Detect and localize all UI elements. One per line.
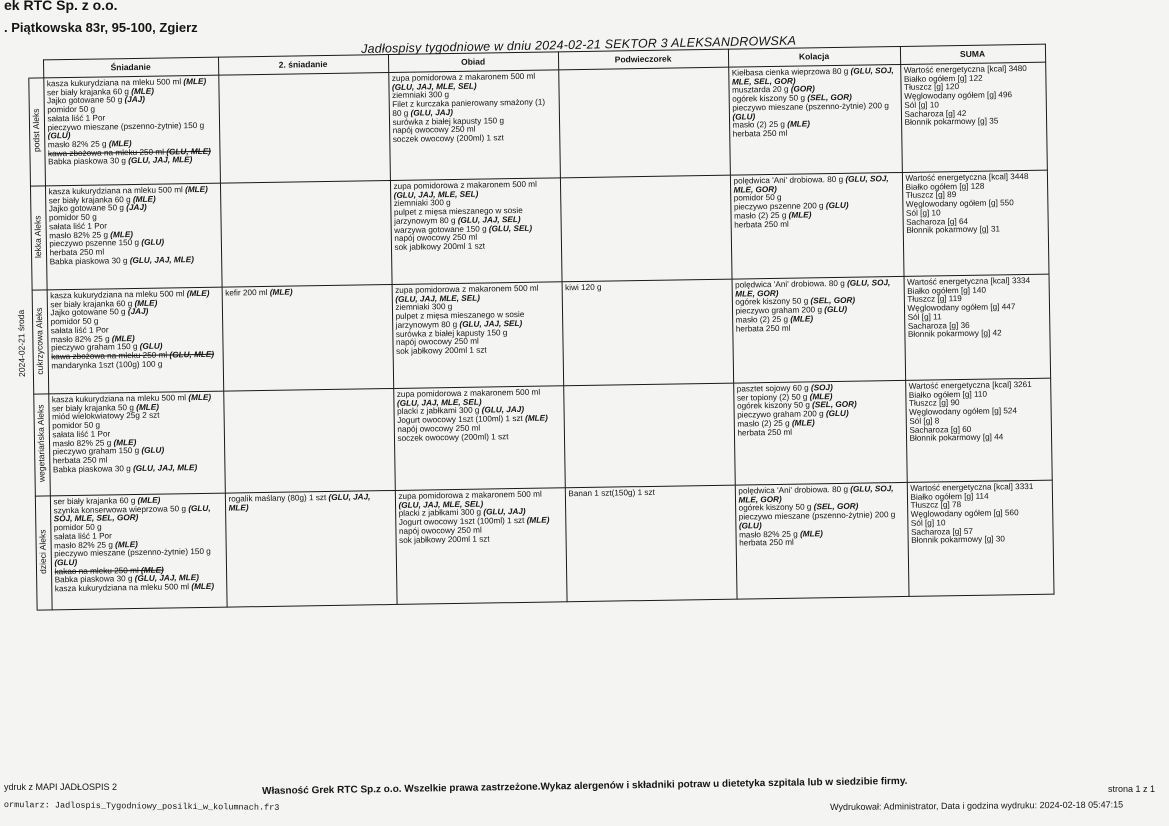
meal-item: zupa pomidorowa z makaronem 500 ml xyxy=(395,283,539,295)
meal-item: pieczywo mieszane (pszenno-żytnie) 150 g xyxy=(47,120,205,132)
meal-item: zupa pomidorowa z makaronem 500 ml xyxy=(398,489,542,501)
meal-item: ser biały krajanka 60 g (MLE) xyxy=(53,495,161,507)
nutrition-line: Tłuszcz [g] 119 xyxy=(907,294,962,305)
allergen-codes: (GLU, JAJ, MLE, SEL) xyxy=(395,293,480,304)
nutrition-line: Węglowodany ogółem [g] 560 xyxy=(910,508,1019,519)
diet-label: dzieci Aleks xyxy=(37,529,49,574)
allergen-codes: MLE, GOR) xyxy=(738,494,782,505)
allergen-codes: SOJ, MLE, SEL, GOR) xyxy=(53,513,139,524)
breakfast-cell xyxy=(50,493,227,610)
allergen-codes: (MLE) xyxy=(191,581,215,592)
meal-item: sałata liść 1 Por xyxy=(47,113,106,124)
lunch-cell xyxy=(392,282,564,389)
form-name: ormularz: Jadlospis_Tygodniowy_posilki_w_kolumnach.fr3 xyxy=(3,800,280,813)
allergen-codes: (GLU) xyxy=(141,237,165,248)
meal-item: miód wielokwiatowy 25g 2 szt xyxy=(52,411,160,422)
nutrition-line: Białko ogółem [g] 114 xyxy=(910,491,989,502)
meal-item: pomidor 50 g xyxy=(733,193,782,204)
nutrition-line: Tłuszcz [g] 89 xyxy=(905,190,957,201)
meal-item: pieczywo graham 150 g (GLU) xyxy=(52,445,165,457)
allergen-codes: (GLU, MLE) xyxy=(169,349,215,360)
meal-item: placki z jabłkami 300 g (GLU, JAJ) xyxy=(397,405,525,417)
allergen-codes: (GLU, JAJ, MLE, SEL) xyxy=(393,189,479,200)
allergen-codes: (MLE) xyxy=(799,528,823,539)
meal-item: masło 82% 25 g (MLE) xyxy=(49,229,134,240)
meal-item: kasza kukurydziana na mleku 500 ml (MLE) xyxy=(54,581,215,594)
nutrition-line: Wartość energetyczna [kcal] 3334 xyxy=(907,275,1031,287)
meal-item: polędwica 'Ani' drobiowa. 80 g (GLU, SOJ, xyxy=(738,484,894,496)
meal-item: pieczywo mieszane (pszenno-żytnie) 200 g xyxy=(738,510,896,522)
allergen-codes: MLE, GOR) xyxy=(735,288,779,299)
nutrition-line: Błonnik pokarmowy [g] 30 xyxy=(911,534,1005,546)
allergen-codes: (SEL, GOR) xyxy=(812,400,857,410)
allergen-codes: (GLU) xyxy=(738,521,762,531)
meal-item: masło (2) 25 g (MLE) xyxy=(732,119,811,130)
nutrition-line: Tłuszcz [g] 90 xyxy=(908,398,960,409)
printed-by: Wydrukował: Administrator, Data i godzina wydruku: 2024-02-18 05:47:15 xyxy=(830,799,1124,812)
allergen-codes: MLE, GOR) xyxy=(733,184,777,195)
page-number: strona 1 z 1 xyxy=(1108,784,1156,794)
meal-item: jarzynowym 80 g (GLU, JAJ, SEL) xyxy=(394,214,521,226)
allergen-codes: (MLE) xyxy=(790,314,814,324)
meal-item: masło 82% 25 g (MLE) xyxy=(47,138,132,150)
allergen-codes: (MLE) xyxy=(791,418,815,428)
allergen-codes: (GLU, JAJ, MLE) xyxy=(132,462,198,473)
diet-label: wegetariańska Aleks xyxy=(35,404,47,483)
meal-item: kawa zbożowa na mleku 250 ml (GLU, MLE) xyxy=(51,349,215,362)
meal-item: Jogurt owocowy 1szt (100ml) 1 szt (MLE) xyxy=(398,515,550,528)
meal-item: ogórek kiszony 50 g (SEL, GOR) xyxy=(736,400,857,411)
meal-item: kakao na mleku 250 ml (MLE) xyxy=(54,565,164,576)
diet-label: podst Aleks xyxy=(30,108,42,153)
document-title: Jadłospisy tygodniowe w dniu 2024-02-21 SEKTOR 3 ALEKSANDROWSKA xyxy=(361,33,797,56)
diet-cell xyxy=(33,394,50,496)
allergen-codes: (GLU, SEL) xyxy=(488,223,533,233)
meal-item: sałata liść 1 Por xyxy=(52,429,111,440)
meal-item: sok jabłkowy 200ml 1 szt xyxy=(396,345,487,356)
column-header-dinner: Kolacja xyxy=(728,46,900,67)
column-header-sum: SUMA xyxy=(900,44,1045,64)
meal-item: pieczywo graham 200 g (GLU) xyxy=(735,304,848,316)
allergen-codes: (GLU) xyxy=(824,304,848,315)
date-label: 2024-02-21 środa xyxy=(15,309,27,377)
meal-item: kawa zbożowa na mleku 250 ml (GLU, MLE) xyxy=(47,146,211,158)
nutrition-line: Wartość energetyczna [kcal] 3261 xyxy=(908,379,1032,391)
meal-item: polędwica 'Ani' drobiowa. 80 g (GLU, SOJ, xyxy=(735,278,891,290)
meal-item: herbata 250 ml xyxy=(737,427,793,438)
meal-item: Jajko gotowane 50 g (JAJ) xyxy=(47,95,146,106)
afternoon-snack-cell xyxy=(562,279,734,386)
nutrition-line: Błonnik pokarmowy [g] 42 xyxy=(907,328,1002,340)
allergen-codes: (GLU) xyxy=(47,131,71,141)
allergen-codes: MLE) xyxy=(228,502,249,513)
allergen-codes: (MLE) xyxy=(137,495,161,506)
dinner-cell xyxy=(735,482,909,599)
meal-item: sałata liść 1 Por xyxy=(53,531,112,542)
allergen-codes: (MLE) xyxy=(134,298,158,308)
allergen-codes: (MLE) xyxy=(110,229,134,239)
meal-item: pasztet sojowy 60 g (SOJ) xyxy=(736,383,833,394)
allergen-codes: MLE, SEL, GOR) xyxy=(731,76,796,87)
meal-item: polędwica 'Ani' drobiowa. 80 g (GLU, SOJ, xyxy=(733,174,889,186)
allergen-codes: (MLE) xyxy=(111,333,135,343)
ownership-note: Własność Grek RTC Sp.z o.o. Wszelkie prawa zastrzeżone.Wykaz alergenów i składniki potraw u dietetyka szpitala lub w siedzibie firmy. xyxy=(262,775,908,797)
allergen-codes: (GLU, MLE) xyxy=(166,146,211,157)
meal-item: pieczywo mieszane (pszenno-żytnie) 200 g xyxy=(732,100,889,113)
allergen-codes: (JAJ) xyxy=(124,95,146,105)
second-breakfast-cell xyxy=(220,180,392,287)
allergen-codes: (MLE) xyxy=(185,184,208,195)
allergen-codes: (MLE) xyxy=(526,515,550,526)
diet-label: cukrzycowa Aleks xyxy=(34,307,46,375)
allergen-codes: (MLE) xyxy=(131,86,155,96)
meal-item: mandarynka 1szt (100g) 100 g xyxy=(51,359,163,370)
meal-item: ziemniaki 300 g xyxy=(393,198,451,209)
breakfast-cell xyxy=(43,75,220,186)
company-name: ek RTC Sp. z o.o. xyxy=(4,0,118,13)
nutrition-line: Sacharoza [g] 64 xyxy=(906,216,969,227)
meal-item: Babka piaskowa 30 g (GLU, JAJ, MLE) xyxy=(54,573,199,585)
afternoon-snack-cell xyxy=(558,67,730,178)
allergen-codes: (GLU) xyxy=(825,408,849,419)
meal-item: Babka piaskowa 30 g (GLU, JAJ, MLE) xyxy=(52,462,198,474)
allergen-codes: (MLE) xyxy=(186,288,210,299)
meal-item: masło 82% 25 g (MLE) xyxy=(52,437,137,448)
nutrition-line: Błonnik pokarmowy [g] 35 xyxy=(904,116,999,128)
nutrition-line: Sacharoza [g] 60 xyxy=(909,424,972,435)
meal-item: ser biały krajanka 60 g (MLE) xyxy=(48,194,156,206)
allergen-codes: (MLE) xyxy=(108,138,132,149)
meal-item: ogórek kiszony 50 g (SEL, GOR) xyxy=(738,502,859,513)
meal-item: Jogurt owocowy 1szt (100ml) 1 szt (MLE) xyxy=(397,413,548,426)
meal-item: herbata 250 ml xyxy=(732,128,788,139)
meal-item: masło 82% 25 g (MLE) xyxy=(50,333,135,344)
allergen-codes: (GLU) xyxy=(732,111,756,122)
meal-item: musztarda 20 g (GOR) xyxy=(731,84,815,96)
meal-item: napój owocowy 250 ml xyxy=(398,525,482,536)
header-corner xyxy=(28,60,43,78)
allergen-codes: (GLU, xyxy=(188,503,211,513)
meal-item: 80 g (GLU, JAJ) xyxy=(392,107,453,118)
allergen-codes: (GLU, SOJ, xyxy=(845,174,889,184)
meal-item: ser biały krajanka 60 g (MLE) xyxy=(50,298,158,310)
meal-item: rogalik maślany (80g) 1 szt (GLU, JAJ, xyxy=(228,492,371,504)
meal-item: surówka z białej kapusty 150 g xyxy=(392,115,505,127)
header-corner xyxy=(7,60,28,78)
allergen-codes: (MLE) xyxy=(269,287,293,297)
meal-item: ser biały krajanka 60 g (MLE) xyxy=(46,86,155,98)
meal-item: placki z jabłkami 300 g (GLU, JAJ) xyxy=(398,507,526,519)
column-header-breakfast: Śniadanie xyxy=(43,57,218,78)
lunch-cell xyxy=(393,386,565,491)
nutrition-line: Węglowodany ogółem [g] 447 xyxy=(907,302,1016,313)
meal-item: ser biały krajanka 50 g (MLE) xyxy=(51,402,159,414)
meal-item: pomidor 50 g xyxy=(50,316,99,327)
meal-item: pomidor 50 g xyxy=(48,212,97,223)
meal-item: kasza kukurydziana na mleku 500 ml (MLE) xyxy=(51,392,212,405)
allergen-codes: (GLU, JAJ, MLE) xyxy=(129,254,194,265)
meal-item: kefir 200 ml (MLE) xyxy=(225,287,293,298)
allergen-codes: (JAJ) xyxy=(127,307,149,317)
allergen-codes: (GLU, JAJ, xyxy=(328,492,371,503)
allergen-codes: (SOJ) xyxy=(810,383,833,393)
meal-item: sok jabłkowy 200ml 1 szt xyxy=(394,241,486,252)
sum-cell xyxy=(902,170,1049,276)
sum-cell xyxy=(904,274,1051,380)
allergen-codes: (GLU, JAJ, SEL) xyxy=(457,214,521,225)
allergen-codes: (GLU) xyxy=(141,445,165,456)
meal-item: herbata 250 ml xyxy=(739,537,794,548)
allergen-codes: (MLE) xyxy=(787,119,811,129)
meal-item: jarzynowym 80 g (GLU, JAJ, SEL) xyxy=(395,318,523,330)
nutrition-line: Sól [g] 10 xyxy=(904,100,939,110)
nutrition-line: Sól [g] 11 xyxy=(907,312,942,322)
dinner-cell xyxy=(732,276,906,383)
meal-item: ogórek kiszony 50 g (SEL, GOR) xyxy=(732,92,852,104)
printout-source: ydruk z MAPI JADŁOSPIS 2 xyxy=(4,782,118,792)
allergen-codes: (MLE) xyxy=(188,392,212,403)
meal-item: napój owocowy 250 ml xyxy=(394,232,478,244)
meal-item: herbata 250 ml xyxy=(735,323,791,334)
meal-item: kiwi 120 g xyxy=(565,282,602,293)
allergen-codes: (MLE) xyxy=(809,391,833,402)
column-header-second-breakfast: 2. śniadanie xyxy=(218,55,388,76)
lunch-cell xyxy=(395,488,567,605)
meal-item: szynka konserwowa wieprzowa 50 g (GLU, xyxy=(53,503,211,516)
meal-item: surówka z białej kapusty 150 g xyxy=(395,327,508,339)
allergen-codes: (JAJ) xyxy=(126,203,147,213)
allergen-codes: (GOR) xyxy=(790,84,815,95)
nutrition-line: Sacharoza [g] 57 xyxy=(910,526,973,537)
allergen-codes: (GLU, JAJ, MLE, SEL) xyxy=(391,81,477,92)
nutrition-line: Białko ogółem [g] 122 xyxy=(903,73,983,84)
meal-item: Jajko gotowane 50 g (JAJ) xyxy=(50,307,149,318)
meal-item: kasza kukurydziana na mleku 500 ml (MLE) xyxy=(50,288,210,301)
dinner-cell xyxy=(733,380,907,485)
meal-item: Jajko gotowane 50 g (JAJ) xyxy=(48,203,147,214)
nutrition-line: Wartość energetyczna [kcal] 3480 xyxy=(903,63,1027,75)
meal-item: Kiełbasa cienka wieprzowa 80 g (GLU, SOJ, xyxy=(731,66,894,78)
meal-item: ziemniaki 300 g xyxy=(395,302,453,313)
meal-item: Filet z kurczaka panierowany smażony (1) xyxy=(392,97,546,110)
nutrition-line: Węglowodany ogółem [g] 524 xyxy=(909,406,1018,417)
diet-cell xyxy=(32,290,49,394)
sum-cell xyxy=(907,480,1054,596)
allergen-codes: (GLU, JAJ) xyxy=(410,107,453,118)
afternoon-snack-cell xyxy=(560,175,732,282)
diet-cell xyxy=(35,496,52,610)
second-breakfast-cell xyxy=(223,388,395,493)
nutrition-line: Białko ogółem [g] 140 xyxy=(907,285,987,296)
meal-item: masło (2) 25 g (MLE) xyxy=(737,418,815,429)
diet-cell xyxy=(30,186,47,290)
nutrition-line: Tłuszcz [g] 78 xyxy=(910,500,962,511)
table-row xyxy=(12,378,1051,496)
afternoon-snack-cell xyxy=(565,485,737,602)
meal-item: napój owocowy 250 ml xyxy=(397,423,481,434)
breakfast-cell xyxy=(48,391,225,496)
meal-item: herbata 250 ml xyxy=(52,455,108,466)
allergen-codes: (MLE) xyxy=(140,565,164,575)
lunch-cell xyxy=(390,178,562,285)
allergen-codes: (GLU, SOJ, xyxy=(850,66,894,76)
allergen-codes: (MLE) xyxy=(115,539,138,549)
table-row xyxy=(9,170,1049,290)
nutrition-line: Tłuszcz [g] 120 xyxy=(903,82,960,93)
dinner-cell xyxy=(730,172,904,279)
allergen-codes: (GLU, SOJ, xyxy=(850,484,894,494)
meal-item: masło 82% 25 g (MLE) xyxy=(54,539,138,550)
meal-item: pulpet z mięsa mieszanego w sosie xyxy=(393,206,523,218)
meal-item: pomidor 50 g xyxy=(53,522,102,533)
column-header-lunch: Obiad xyxy=(388,52,558,73)
allergen-codes: (MLE) xyxy=(132,194,156,204)
breakfast-cell xyxy=(45,183,222,290)
allergen-codes: (GLU, JAJ) xyxy=(483,507,526,517)
allergen-codes: (GLU) xyxy=(54,557,78,568)
nutrition-line: Sacharoza [g] 36 xyxy=(907,320,970,331)
meal-item: pomidor 50 g xyxy=(47,104,96,115)
meal-item: pieczywo graham 150 g (GLU) xyxy=(50,341,163,353)
table-row xyxy=(7,62,1047,186)
meal-item: zupa pomidorowa z makaronem 500 ml xyxy=(391,71,536,83)
nutrition-line: Sól [g] 8 xyxy=(909,416,940,426)
meal-item: napój owocowy 250 ml xyxy=(392,124,476,136)
meal-item: zupa pomidorowa z makaronem 500 ml xyxy=(396,387,541,399)
sum-cell xyxy=(900,62,1047,172)
breakfast-cell xyxy=(47,287,224,394)
meal-item: zupa pomidorowa z makaronem 500 ml xyxy=(393,179,537,191)
allergen-codes: (SEL, GOR) xyxy=(807,92,852,103)
allergen-codes: (GLU, JAJ, MLE, SEL) xyxy=(396,397,482,408)
table-row xyxy=(11,274,1051,394)
meal-item: pieczywo pszenne 150 g (GLU) xyxy=(49,237,165,249)
allergen-codes: (GLU, JAJ, SEL) xyxy=(459,318,523,329)
meal-item: Banan 1 szt(150g) 1 szt xyxy=(568,487,655,499)
nutrition-line: Błonnik pokarmowy [g] 44 xyxy=(909,432,1004,444)
nutrition-line: Wartość energetyczna [kcal] 3448 xyxy=(905,171,1029,183)
allergen-codes: (GLU, JAJ, MLE) xyxy=(134,573,199,584)
allergen-codes: (GLU, JAJ, MLE) xyxy=(128,155,193,166)
nutrition-line: Sól [g] 10 xyxy=(905,208,941,218)
allergen-codes: (GLU, SOJ, xyxy=(846,278,891,288)
allergen-codes: (MLE) xyxy=(524,413,548,424)
allergen-codes: (GLU) xyxy=(139,341,163,352)
nutrition-line: Węglowodany ogółem [g] 496 xyxy=(904,90,1013,102)
allergen-codes: (MLE) xyxy=(136,402,159,412)
allergen-codes: (MLE) xyxy=(113,437,137,447)
meal-item: masło (2) 25 g (MLE) xyxy=(735,314,814,325)
menu-table xyxy=(7,44,1054,611)
second-breakfast-cell xyxy=(218,73,390,184)
meal-item: warzywa gotowane 150 g (GLU, SEL) xyxy=(394,223,533,235)
meal-item: masło (2) 25 g (MLE) xyxy=(733,210,812,221)
sum-cell xyxy=(905,378,1052,482)
allergen-codes: (SEL, GOR) xyxy=(813,502,859,512)
meal-item: ogórek kiszony 50 g (SEL, GOR) xyxy=(735,296,856,307)
diet-label: lekka Aleks xyxy=(32,215,44,259)
meal-item: Babka piaskowa 30 g (GLU, JAJ, MLE) xyxy=(49,254,194,266)
table-row xyxy=(14,480,1054,610)
company-address: . Piątkowska 83r, 95-100, Zgierz xyxy=(4,20,198,35)
meal-item: ser topiony (2) 50 g (MLE) xyxy=(736,391,833,403)
allergen-codes: (SEL, GOR) xyxy=(810,296,856,306)
meal-item: ziemniaki 300 g xyxy=(392,90,450,101)
column-header-afternoon-snack: Podwieczorek xyxy=(558,49,728,70)
allergen-codes: (GLU, JAJ, MLE, SEL) xyxy=(398,499,484,510)
allergen-codes: (MLE) xyxy=(183,76,207,87)
meal-item: pieczywo pszenne 200 g (GLU) xyxy=(733,200,849,212)
second-breakfast-cell xyxy=(225,490,397,607)
meal-item: herbata 250 ml xyxy=(734,219,789,230)
meal-item: pulpet z mięsa mieszanego w sosie xyxy=(395,310,525,322)
lunch-cell xyxy=(388,70,560,181)
meal-item: sałata liść 1 Por xyxy=(49,221,107,232)
meal-item: pomidor 50 g xyxy=(52,420,101,431)
allergen-codes: (GLU) xyxy=(825,200,849,211)
second-breakfast-cell xyxy=(222,284,394,391)
meal-item: kasza kukurydziana na mleku 500 ml (MLE) xyxy=(48,184,208,197)
meal-item: sałata liść 1 Por xyxy=(50,325,109,336)
allergen-codes: (MLE) xyxy=(788,210,812,220)
meal-item: Babka piaskowa 30 g (GLU, JAJ, MLE) xyxy=(48,155,193,167)
nutrition-line: Sacharoza [g] 42 xyxy=(904,108,967,119)
meal-item: pieczywo mieszane (pszenno-żytnie) 150 g xyxy=(54,547,211,559)
nutrition-line: Wartość energetyczna [kcal] 3331 xyxy=(910,481,1034,493)
meal-item: soczek owocowy (200ml) 1 szt xyxy=(392,133,504,144)
meal-item: sok jabłkowy 200ml 1 szt xyxy=(399,533,490,545)
nutrition-line: Sól [g] 10 xyxy=(910,518,946,528)
dinner-cell xyxy=(728,64,902,175)
nutrition-line: Węglowodany ogółem [g] 550 xyxy=(905,198,1014,210)
meal-item: soczek owocowy (200ml) 1 szt xyxy=(397,431,509,443)
meal-item: pieczywo graham 200 g (GLU) xyxy=(737,408,849,420)
nutrition-line: Błonnik pokarmowy [g] 31 xyxy=(906,224,1001,236)
nutrition-line: Białko ogółem [g] 128 xyxy=(905,181,985,192)
allergen-codes: (GLU, JAJ) xyxy=(481,405,525,415)
diet-cell xyxy=(28,78,45,186)
meal-item: napój owocowy 250 ml xyxy=(395,336,479,348)
meal-item: herbata 250 ml xyxy=(49,247,105,258)
nutrition-line: Białko ogółem [g] 110 xyxy=(908,389,988,400)
meal-item: masło 82% 25 g (MLE) xyxy=(738,528,823,540)
afternoon-snack-cell xyxy=(563,383,735,488)
meal-item: kasza kukurydziana na mleku 500 ml (MLE) xyxy=(46,76,207,89)
